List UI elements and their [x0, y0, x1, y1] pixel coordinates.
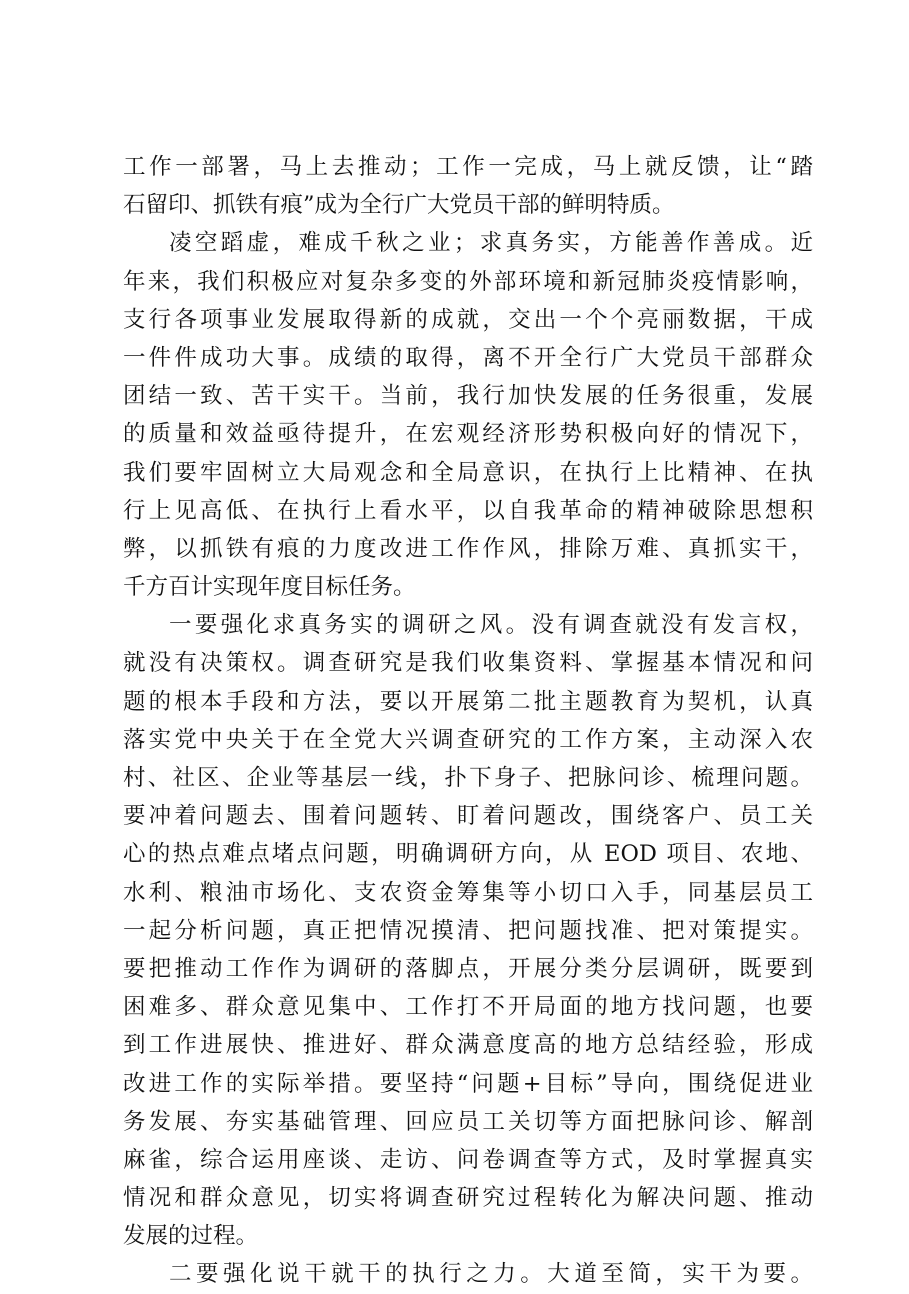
- text-line: 一起分析问题，真正把情况摸清、把问题找准、把对策提实。: [123, 917, 813, 944]
- text-line: 发展的过程。: [123, 1223, 259, 1250]
- text-line: 工作一部署，马上去推动；工作一完成，马上就反馈，让“踏: [123, 154, 813, 180]
- text-line: 落实党中央关于在全党大兴调查研究的工作方案，主动深入农: [123, 726, 813, 753]
- text-line: 改进工作的实际举措。要坚持“问题+目标”导向，围绕促进业: [123, 1070, 813, 1097]
- text-line: 村、社区、企业等基层一线，扑下身子、把脉问诊、梳理问题。: [123, 765, 813, 791]
- text-line: 我们要牢固树立大局观念和全局意识，在执行上比精神、在执: [123, 459, 813, 486]
- text-line: 千方百计实现年度目标任务。: [123, 574, 416, 601]
- text-line: 要冲着问题去、围着问题转、盯着问题改，围绕客户、员工关: [123, 803, 813, 830]
- text-line: 支行各项事业发展取得新的成就，交出一个个亮丽数据，干成: [123, 306, 813, 333]
- text-line: 就没有决策权。调查研究是我们收集资料、掌握基本情况和问: [123, 650, 813, 677]
- document-page: [123, 148, 813, 1294]
- text-line: 行上见高低、在执行上看水平，以自我革命的精神破除思想积: [123, 497, 813, 524]
- document-body: [123, 148, 813, 1294]
- text-line: 年来，我们积极应对复杂多变的外部环境和新冠肺炎疫情影响，: [123, 268, 813, 295]
- text-line: 情况和群众意见，切实将调查研究过程转化为解决问题、推动: [123, 1185, 813, 1212]
- text-line: 要把推动工作作为调研的落脚点，开展分类分层调研，既要到: [123, 955, 813, 982]
- text-line: 一要强化求真务实的调研之风。没有调查就没有发言权，: [169, 612, 813, 639]
- text-line: 到工作进展快、推进好、群众满意度高的地方总结经验，形成: [123, 1032, 813, 1059]
- text-line: 凌空蹈虚，难成千秋之业；求真务实，方能善作善成。近: [169, 230, 813, 257]
- text-line: 困难多、群众意见集中、工作打不开局面的地方找问题，也要: [123, 994, 813, 1021]
- text-line: 一件件成功大事。成绩的取得，离不开全行广大党员干部群众: [123, 344, 813, 371]
- text-line: 务发展、夯实基础管理、回应员工关切等方面把脉问诊、解剖: [123, 1108, 813, 1135]
- text-line: 团结一致、苦干实干。当前，我行加快发展的任务很重，发展: [123, 383, 813, 410]
- text-line: 题的根本手段和方法，要以开展第二批主题教育为契机，认真: [123, 688, 813, 715]
- text-line: 石留印、抓铁有痕”成为全行广大党员干部的鲜明特质。: [123, 192, 675, 219]
- text-line: 麻雀，综合运用座谈、走访、问卷调查等方式，及时掌握真实: [123, 1146, 813, 1173]
- text-line: 二要强化说干就干的执行之力。大道至简，实干为要。: [169, 1261, 813, 1288]
- text-line: 弊，以抓铁有痕的力度改进工作作风，排除万难、真抓实干，: [123, 535, 813, 562]
- text-line: 的质量和效益亟待提升，在宏观经济形势积极向好的情况下，: [123, 421, 813, 448]
- text-line: 水利、粮油市场化、支农资金筹集等小切口入手，同基层员工: [123, 879, 813, 906]
- text-line: 心的热点难点堵点问题，明确调研方向，从 EOD 项目、农地、: [123, 841, 813, 868]
